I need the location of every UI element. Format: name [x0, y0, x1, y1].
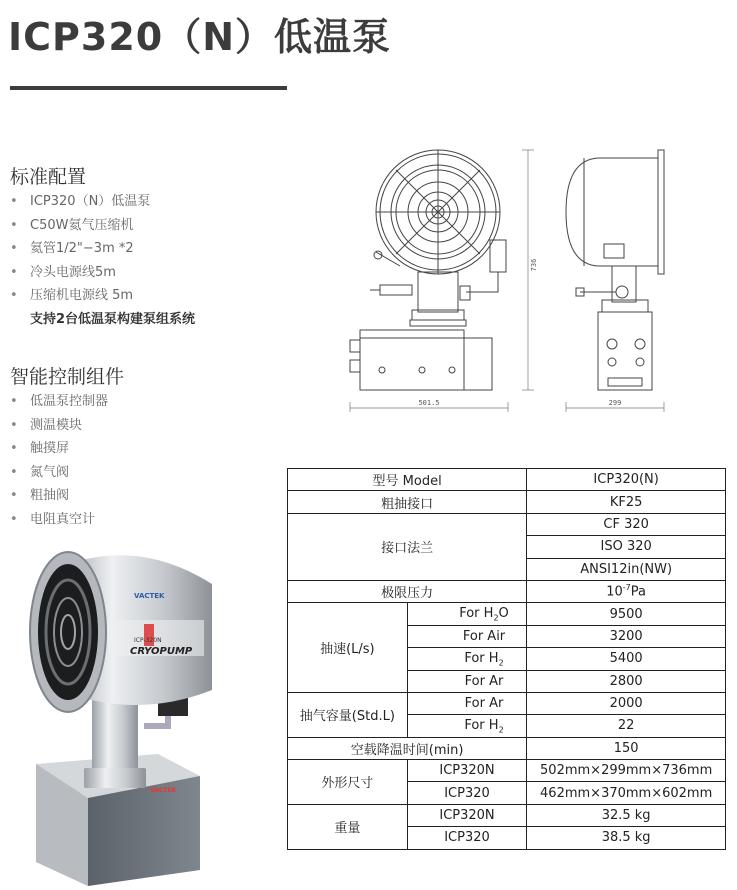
size-value: 502mm×299mm×736mm [527, 760, 726, 782]
model-label: 型号 Model [288, 469, 527, 491]
table-row [288, 737, 726, 759]
pump-model-label: ICP-320N [134, 637, 162, 644]
flange-label: 接口法兰 [288, 513, 527, 580]
table-row [288, 513, 726, 535]
product-photo [18, 540, 223, 888]
list-item: • C50W氦气压缩机 [10, 217, 134, 233]
page-title: ICP320（N）低温泵 [8, 15, 392, 59]
list-item: • 压缩机电源线 5m [10, 288, 134, 303]
table-row [288, 804, 726, 826]
ultimate-pressure-label: 极限压力 [288, 580, 527, 602]
list-item: • ICP320（N）低温泵 [10, 194, 151, 209]
table-row [288, 603, 726, 625]
table-row [288, 469, 726, 491]
model-value: ICP320(N) [527, 469, 726, 491]
pump-product-label: CRYOPUMP [130, 646, 193, 657]
list-item: • 氮气阀 [10, 464, 70, 480]
gas-label: For $H_2O$ [407, 603, 527, 625]
smart-control-list [10, 390, 108, 531]
list-item: • 触摸屏 [10, 441, 70, 456]
size-model: ICP320 [407, 782, 527, 804]
weight-model: ICP320 [407, 827, 527, 849]
spec-table [287, 468, 726, 850]
speed-value: 2800 [527, 670, 726, 692]
size-model: ICP320N [407, 760, 527, 782]
rough-port-value: KF25 [527, 491, 726, 513]
weight-model: ICP320N [407, 804, 527, 826]
capacity-value: 2000 [527, 692, 726, 714]
smart-control-heading: 智能控制组件 [10, 366, 125, 388]
table-row [288, 580, 726, 602]
pump-brand-label: VACTEK [134, 592, 165, 600]
table-row [288, 491, 726, 513]
gas-label: For Ar [407, 692, 527, 714]
dimensions-label: 外形尺寸 [288, 760, 408, 805]
weight-label: 重量 [288, 804, 408, 849]
speed-value: 5400 [527, 648, 726, 670]
list-item: • 低温泵控制器 [10, 394, 109, 409]
gas-label: For $H_2$ [407, 648, 527, 670]
flange-value: ISO 320 [527, 536, 726, 558]
gas-label: For Ar [407, 670, 527, 692]
standard-config-list [10, 190, 195, 331]
ultimate-pressure-value: $10^{-7}Pa$ [527, 580, 726, 602]
flange-value: CF 320 [527, 513, 726, 535]
size-value: 462mm×370mm×602mm [527, 782, 726, 804]
list-item: • 冷头电源线5m [10, 264, 116, 280]
technical-drawing [340, 140, 680, 425]
compressor-brand-label: VACTEK [150, 787, 177, 794]
weight-value: 38.5 kg [527, 827, 726, 849]
list-item: • 氦管1/2"−3m *2 [10, 241, 134, 256]
width-dimension: 501.5 [418, 399, 440, 407]
speed-value: 9500 [527, 603, 726, 625]
weight-value: 32.5 kg [527, 804, 726, 826]
capacity-label: 抽气容量(Std.L) [288, 692, 408, 737]
speed-value: 3200 [527, 625, 726, 647]
cooldown-value: 150 [527, 737, 726, 759]
side-dimension: 299 [608, 399, 622, 407]
gas-label: For $H_2$ [407, 715, 527, 737]
list-item: • 电阻真空计 [10, 511, 96, 527]
pump-group-note: 支持2台低温泵构建泵组系统 [30, 311, 196, 327]
rough-port-label: 粗抽接口 [288, 491, 527, 513]
standard-config-heading: 标准配置 [10, 166, 87, 188]
pumping-speed-label: 抽速(L/s) [288, 603, 408, 693]
title-underline [10, 86, 287, 90]
flange-value: ANSI12in(NW) [527, 558, 726, 580]
list-item: • 粗抽阀 [10, 488, 70, 503]
list-item: • 测温模块 [10, 417, 83, 433]
height-dimension: 736 [530, 258, 538, 272]
table-row [288, 760, 726, 782]
cooldown-label: 空载降温时间(min) [288, 737, 527, 759]
capacity-value: 22 [527, 715, 726, 737]
table-row [288, 692, 726, 714]
gas-label: For Air [407, 625, 527, 647]
